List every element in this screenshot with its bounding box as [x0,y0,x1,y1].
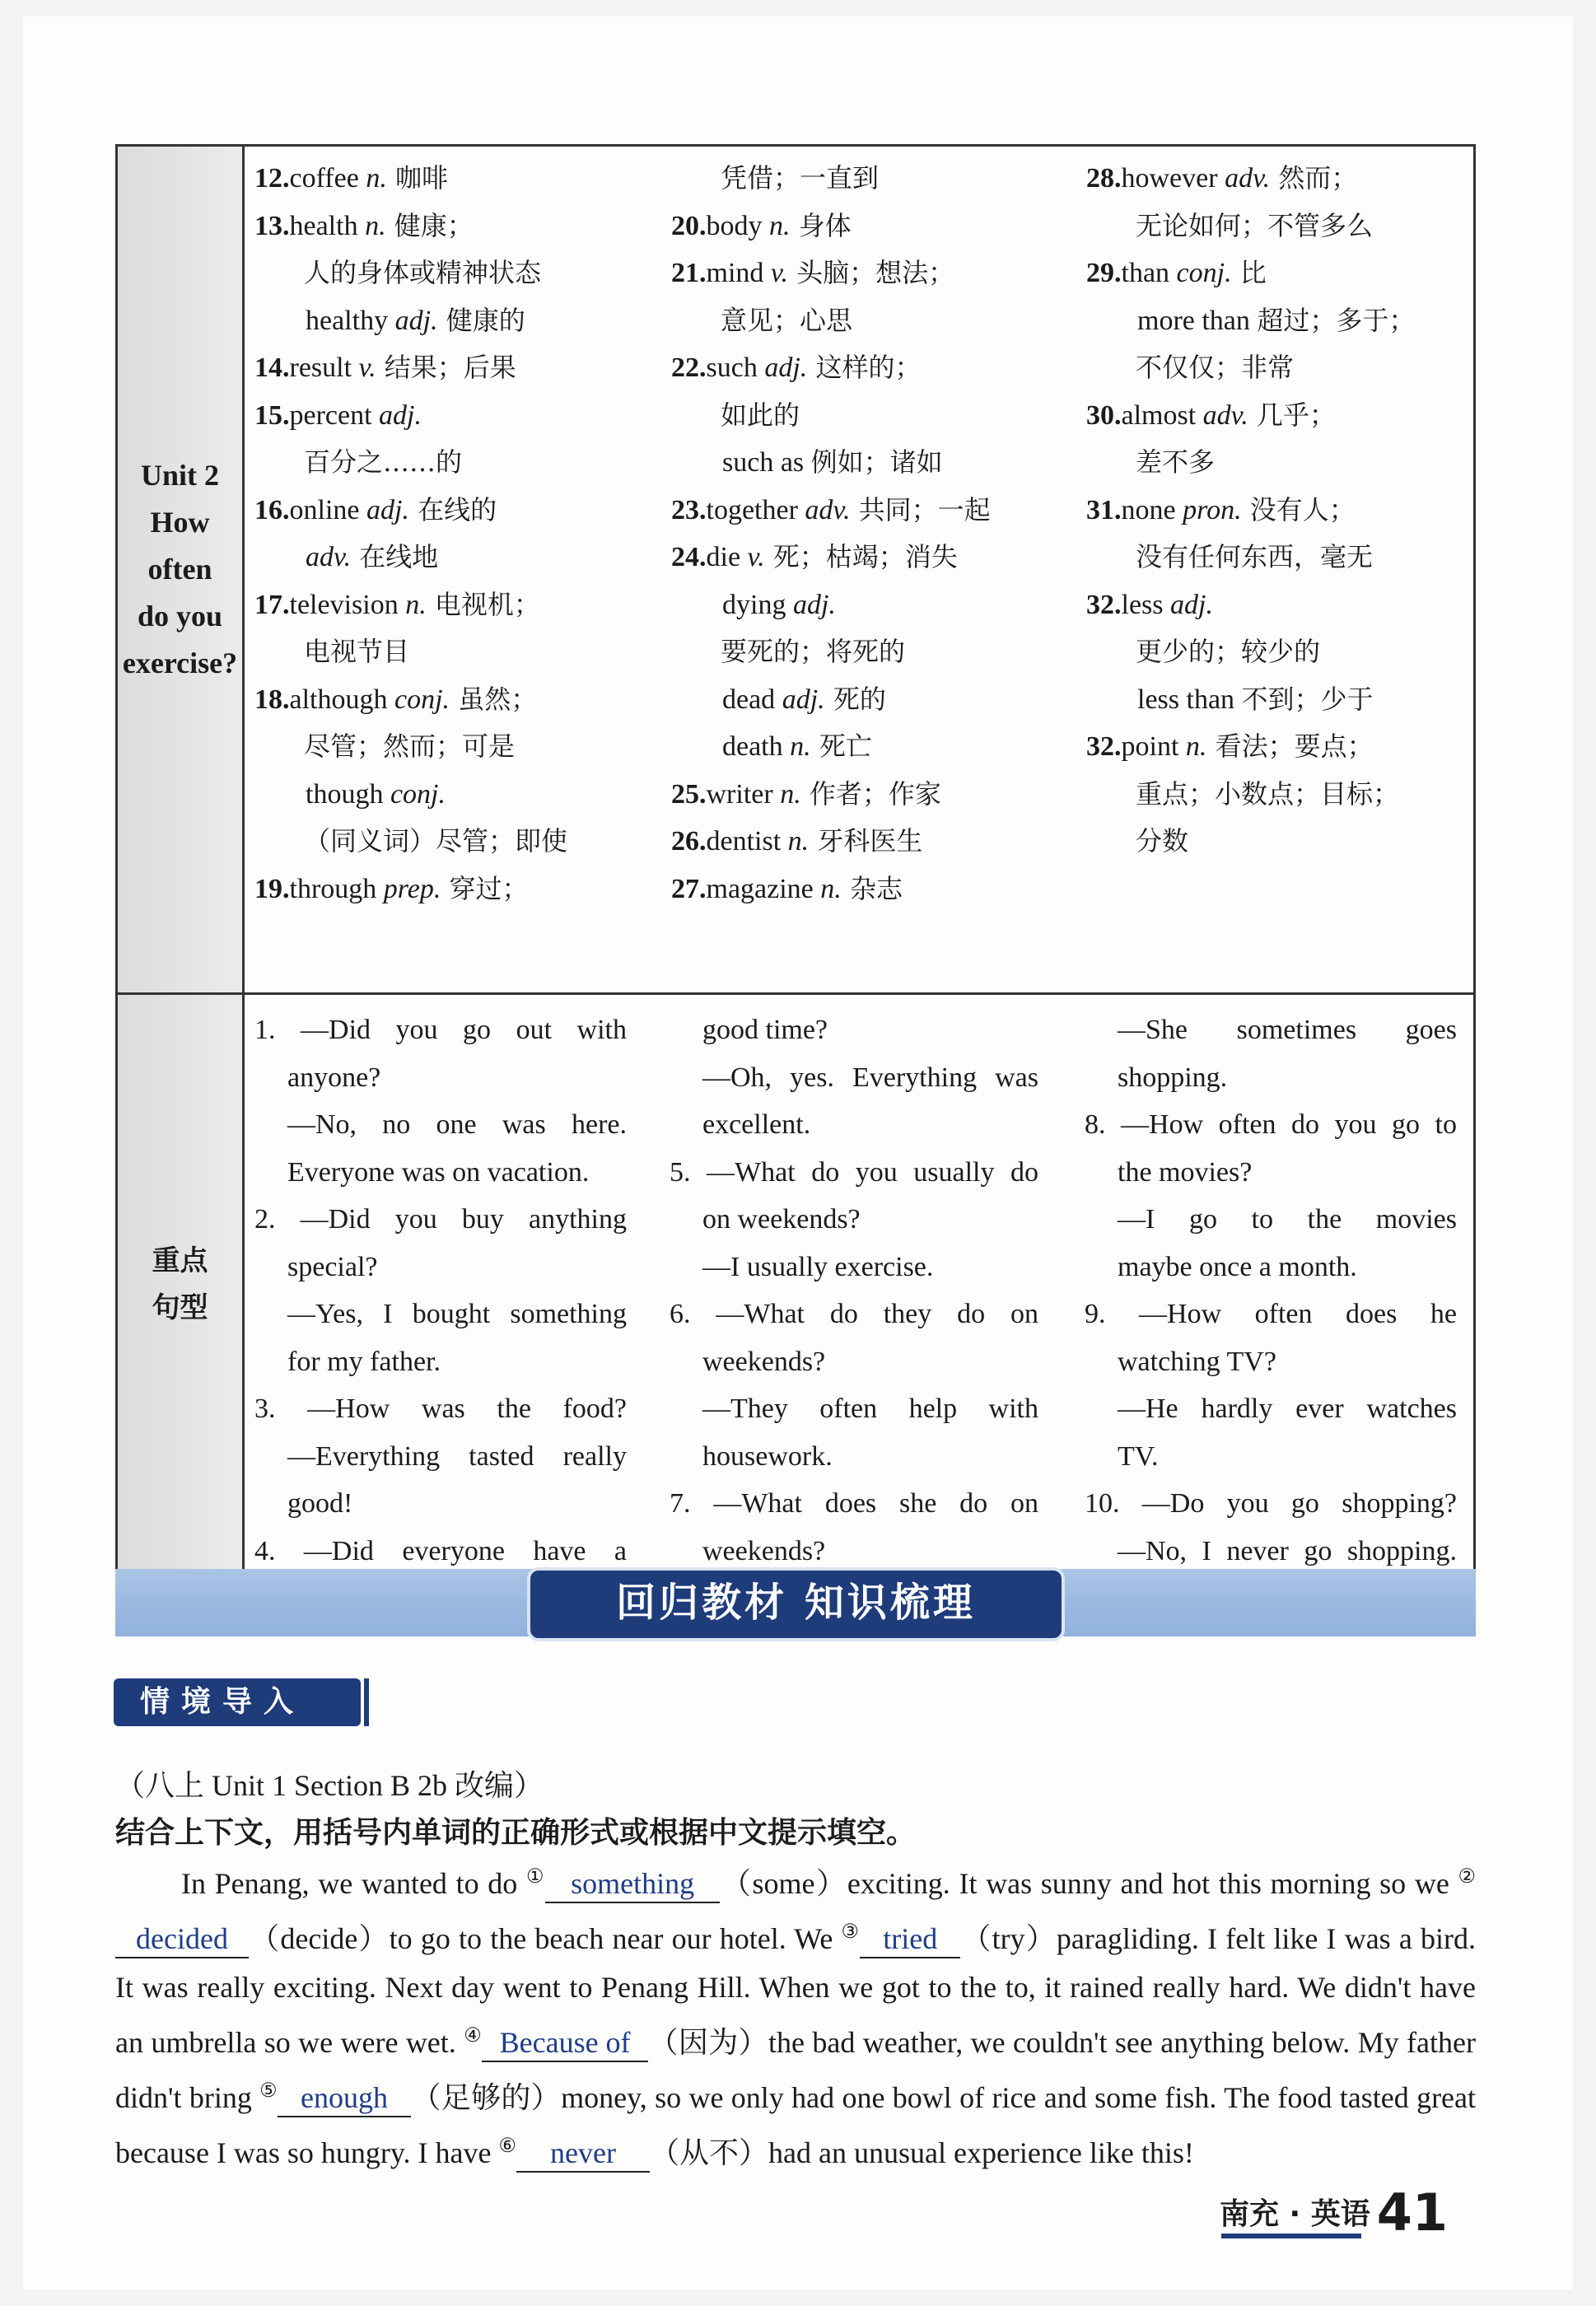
vocab-line [1086,818,1473,866]
passage-text: In Penang, we wanted to do [181,1867,526,1900]
entry-meaning: 更少的；较少的 [1136,636,1321,667]
entry-number: 18. [254,684,290,715]
entry-word: through [289,873,384,904]
sentence-line: 7. —What does she do on [670,1488,1038,1519]
blank-number: ⑤ [259,2080,278,2102]
passage-text: （decide）to go to the beach near our hotel. We [249,1922,842,1955]
sentence-line: TV. [1118,1440,1159,1472]
entry-meaning: 不到；少于 [1241,683,1374,715]
entry-word: body [706,210,769,241]
entry-word: less than [1137,684,1242,715]
sentence-line: for my father. [287,1346,441,1377]
entry-number: 19. [254,873,290,904]
vocab-line [1086,771,1473,819]
vocab-line [671,439,1086,487]
entry-meaning: 健康； [385,209,474,241]
part-of-speech: n. [365,210,386,241]
part-of-speech: n. [1185,731,1207,762]
entry-meaning: 死的 [824,683,886,715]
passage-text: （因为）the bad weather, we couldn't see anything below. My father didn't bring [115,2026,1476,2114]
entry-number: 32. [1086,731,1122,762]
entry-number: 16. [254,494,290,525]
entry-meaning: 几乎； [1248,399,1336,431]
entry-word: although [289,684,394,715]
part-of-speech: n. [769,210,791,241]
section-label-line: 重点 [152,1244,208,1277]
passage-text: （从不）had an unusual experience like this! [650,2136,1194,2169]
vocab-line [671,628,1086,676]
entry-meaning: 电视机； [426,588,540,620]
part-of-speech: adv. [1202,399,1248,431]
blank-number: ② [1458,1866,1477,1888]
entry-number: 24. [671,542,707,572]
blank-number: ③ [841,1921,861,1943]
answer-blank[interactable]: tried [860,1921,960,1958]
entry-meaning: 咖啡 [386,162,448,194]
vocab-line [1086,676,1473,724]
vocab-line [254,723,671,771]
entry-meaning: 结果；后果 [376,352,516,383]
vocab-line [254,155,671,203]
sentence-line: 8. —How often do you go to [1085,1109,1457,1140]
part-of-speech: adj. [379,399,422,431]
vocab-line [671,771,1086,819]
vocab-line [671,203,1086,250]
entry-meaning: 看法；要点； [1206,731,1374,762]
entry-word: percent [289,399,380,431]
entry-number: 30. [1086,399,1122,431]
vocab-line [254,439,671,487]
entry-number: 27. [671,873,707,904]
vocab-line [254,534,671,581]
vocab-line [671,297,1086,345]
passage-text: , it rained really hard. We didn't have an umbrella so we were wet. [115,1971,1476,2059]
vocab-line [671,487,1086,534]
entry-meaning: 例如；诸如 [810,446,943,478]
part-of-speech: adv. [1225,163,1271,194]
sentence-line: watching TV? [1118,1346,1276,1377]
entry-word: than [1121,258,1177,288]
part-of-speech: n. [787,826,810,857]
vocab-line [1086,439,1473,487]
entry-meaning: 这样的； [807,352,922,383]
sentence-line: —Oh, yes. Everything was [702,1062,1038,1093]
entry-word: dead [722,684,782,715]
part-of-speech: conj. [394,684,450,715]
page-number: 41 [1376,2182,1448,2243]
entry-number: 32. [1086,589,1122,620]
entry-meaning: 健康的 [437,304,525,336]
vocab-line [254,581,671,629]
passage-text: （some）exciting. It was sunny and hot this morning so we [720,1867,1458,1900]
entry-word: mind [706,258,771,288]
source-note: （八上 Unit 1 Section B 2b 改编） [115,1769,544,1802]
entry-meaning: 电视节目 [304,636,410,667]
vocab-line [1086,344,1473,392]
part-of-speech: n. [780,778,801,810]
sentence-line: —They often help with [702,1393,1038,1424]
sentence-line: excellent. [702,1109,811,1140]
entry-word: however [1121,163,1225,194]
unit-label-line: exercise? [122,647,238,679]
sentence-line: shopping. [1118,1062,1228,1093]
entry-word: such as [722,447,811,478]
passage-text: （足够的）money, so we only had one bowl of rice and some fish. The food tasted great because I was so hungry. I have [115,2081,1477,2169]
entry-meaning: （同义词）尽管；即使 [304,825,568,857]
entry-meaning: 意见；心思 [721,304,853,336]
sentence-column-3 [1085,1006,1457,1575]
vocab-line [254,676,671,724]
vocab-line [1086,534,1473,581]
entry-number: 13. [254,210,290,241]
unit-label-line: often [147,553,212,586]
entry-number: 25. [671,778,707,810]
entry-number: 26. [671,826,707,857]
answer-blank[interactable]: Because of [482,2024,648,2062]
entry-number: 15. [254,399,290,431]
sentence-line: weekends? [702,1535,826,1566]
vocab-line [254,392,671,440]
entry-meaning: 在线地 [351,541,439,572]
blank-number: ⑥ [498,2136,517,2157]
entry-meaning: 没有任何东西，毫无 [1136,541,1374,572]
vocab-line [671,581,1086,629]
unit-label [117,146,244,994]
vocab-cell [244,146,1475,994]
blank-number: ④ [464,2025,483,2047]
sentence-line: Everyone was on vacation. [287,1156,590,1188]
entry-word: online [289,494,366,525]
sentence-line: 2. —Did you buy anything [254,1204,627,1235]
entry-meaning: 不仅仅；非常 [1136,352,1295,383]
vocab-line [671,676,1086,724]
sentence-line: —She sometimes goes [1118,1015,1457,1045]
sentence-line: —I go to the movies [1118,1204,1457,1235]
vocab-column-1 [254,155,671,913]
entry-number: 29. [1086,258,1122,288]
entry-word: such [706,352,765,383]
entry-meaning: 共同；一起 [850,493,991,525]
vocab-line [1086,628,1473,676]
entry-meaning: 凭借；一直到 [721,162,880,194]
entry-meaning: 在线的 [408,493,497,525]
part-of-speech: adv. [805,494,851,525]
section-label [117,994,244,1576]
sentence-line: good time? [702,1015,828,1045]
answer-blank[interactable]: enough [278,2080,411,2117]
entry-word: dying [722,589,793,620]
sentence-line: housework. [702,1440,833,1472]
entry-meaning: 死亡 [810,731,872,762]
vocab-line [671,155,1086,203]
sentence-column-1 [254,1006,627,1575]
sentence-line: good! [287,1488,353,1519]
vocab-line [1086,392,1473,440]
entry-number: 12. [254,163,290,194]
passage-text: （try）paragliding. I felt like I was a bird. It was really exciting. Next day went to Penang Hill. When we got to the to [115,1922,1477,2004]
vocab-line [671,250,1086,297]
entry-meaning: 超过；多于； [1257,304,1416,336]
sentence-column-2 [670,1006,1038,1575]
entry-meaning: 百分之……的 [304,446,463,478]
vocab-line [254,628,671,676]
vocab-line [1086,203,1473,250]
sentence-line: on weekends? [702,1204,861,1235]
vocab-line [1086,297,1473,345]
sentence-line: 6. —What do they do on [670,1299,1038,1329]
part-of-speech: conj. [390,778,446,810]
answer-blank[interactable]: something [545,1865,720,1903]
entry-meaning: 然而； [1270,162,1358,194]
sentence-line: 1. —Did you go out with [254,1015,627,1045]
entry-number: 23. [671,494,707,525]
sentence-cell [244,994,1475,1576]
vocab-line [254,203,671,250]
entry-number: 14. [254,352,290,383]
sentence-line: —No, I never go shopping. [1118,1535,1457,1566]
unit-label-line: How [150,506,210,539]
part-of-speech: conj. [1176,258,1232,288]
entry-number: 17. [254,589,290,620]
entry-word: dentist [706,826,788,857]
sentence-line: —Yes, I bought something [287,1299,627,1329]
entry-meaning: 重点；小数点；目标； [1136,777,1400,810]
footer-subject: 南充 · 英语 [1219,2197,1370,2231]
entry-word: death [722,731,791,762]
sentence-line: the movies? [1118,1156,1253,1188]
entry-word: coffee [289,163,366,194]
vocab-line [254,487,671,534]
sentence-line: maybe once a month. [1118,1251,1357,1282]
part-of-speech: adj. [1170,589,1213,620]
part-of-speech: adv. [306,542,352,572]
sentence-line: —I usually exercise. [702,1251,934,1282]
part-of-speech: pron. [1183,494,1242,525]
entry-number: 20. [671,210,707,241]
unit-label-line: Unit 2 [140,459,219,492]
entry-meaning: 比 [1231,257,1267,288]
part-of-speech: n. [820,873,842,904]
entry-meaning: 如此的 [721,399,800,431]
part-of-speech: adj. [782,684,825,715]
vocab-line [1086,487,1473,534]
part-of-speech: adj. [366,494,409,525]
part-of-speech: v. [770,258,788,288]
sentence-line: anyone? [287,1062,381,1093]
part-of-speech: n. [405,589,427,620]
entry-meaning: 尽管；然而；可是 [304,731,516,762]
answer-blank[interactable]: decided [115,1921,249,1958]
part-of-speech: v. [358,352,376,383]
part-of-speech: n. [366,163,387,194]
entry-number: 22. [671,352,707,383]
entry-word: almost [1121,399,1203,431]
entry-meaning: 虽然； [450,683,538,715]
sentence-line: 3. —How was the food? [254,1393,627,1424]
entry-meaning: 穿过； [441,872,529,904]
entry-meaning: 死；枯竭；消失 [764,541,958,572]
vocab-line [254,818,671,866]
entry-number: 28. [1086,163,1122,194]
sentence-line: 5. —What do you usually do [670,1156,1038,1188]
entry-meaning: 作者；作家 [800,777,941,810]
entry-word: though [306,778,390,810]
entry-word: together [706,494,805,525]
entry-meaning: 没有人； [1241,493,1356,525]
entry-number: 21. [671,258,707,288]
vocab-line [671,392,1086,440]
vocab-line [671,723,1086,771]
entry-meaning: 杂志 [841,872,903,904]
entry-word: healthy [306,305,395,336]
footer-underline [1221,2234,1361,2238]
banner-title: 回归教材 知识梳理 [527,1567,1065,1641]
vocab-line [254,297,671,345]
part-of-speech: adj. [394,305,438,336]
entry-word: writer [706,778,781,810]
sentence-line: —He hardly ever watches [1118,1393,1457,1424]
vocab-line [671,866,1086,913]
vocab-line [254,866,671,913]
sentence-line: 4. —Did everyone have a [254,1535,627,1566]
vocab-line [1086,250,1473,297]
vocab-line [1086,723,1473,771]
passage [115,1853,1476,2178]
sentence-line: weekends? [702,1346,826,1377]
sentence-line: 10. —Do you go shopping? [1085,1488,1457,1519]
part-of-speech: adj. [764,352,808,383]
entry-word: magazine [706,873,821,904]
instruction: 结合上下文，用括号内单词的正确形式或根据中文提示填空。 [115,1816,917,1850]
sentence-line: special? [287,1251,378,1282]
entry-word: health [289,210,366,241]
vocab-line [1086,581,1473,629]
entry-number: 31. [1086,494,1122,525]
part-of-speech: n. [790,731,811,762]
part-of-speech: prep. [383,873,441,904]
sentence-line: 9. —How often does he [1085,1299,1457,1329]
entry-meaning: 人的身体或精神状态 [304,257,542,288]
vocab-line [254,771,671,819]
section-label-line: 句型 [152,1291,208,1324]
entry-meaning: 差不多 [1136,446,1216,478]
vocab-line [254,344,671,392]
entry-meaning: 头脑；想法； [787,257,955,288]
entry-word: television [289,589,406,620]
answer-blank[interactable]: never [516,2135,650,2173]
entry-word: more than [1137,305,1258,336]
entry-meaning: 牙科医生 [809,825,923,857]
blank-number: ① [525,1866,546,1888]
sentence-line: —No, no one was here. [287,1109,627,1140]
part-of-speech: v. [747,542,765,572]
vocab-column-2 [671,155,1086,913]
entry-meaning: 身体 [790,209,852,241]
section-banner [115,1569,1476,1636]
entry-word: point [1121,731,1186,762]
entry-word: result [289,352,359,383]
entry-word: die [706,542,748,572]
part-of-speech: adj. [792,589,836,620]
sentence-line: —Everything tasted really [287,1440,627,1472]
vocab-line [671,534,1086,581]
entry-word: less [1121,589,1170,620]
vocab-table [115,144,1476,1577]
context-tag: 情境导入 [114,1678,361,1726]
vocab-column-3 [1086,155,1473,913]
entry-meaning: 要死的；将死的 [721,636,906,667]
vocab-line [671,344,1086,392]
vocab-line [671,818,1086,866]
vocab-line [254,250,671,297]
vocab-line [1086,155,1473,203]
unit-label-line: do you [137,600,223,633]
entry-word: none [1121,494,1183,525]
entry-meaning: 无论如何；不管多么 [1136,209,1374,241]
entry-meaning: 分数 [1136,825,1189,857]
